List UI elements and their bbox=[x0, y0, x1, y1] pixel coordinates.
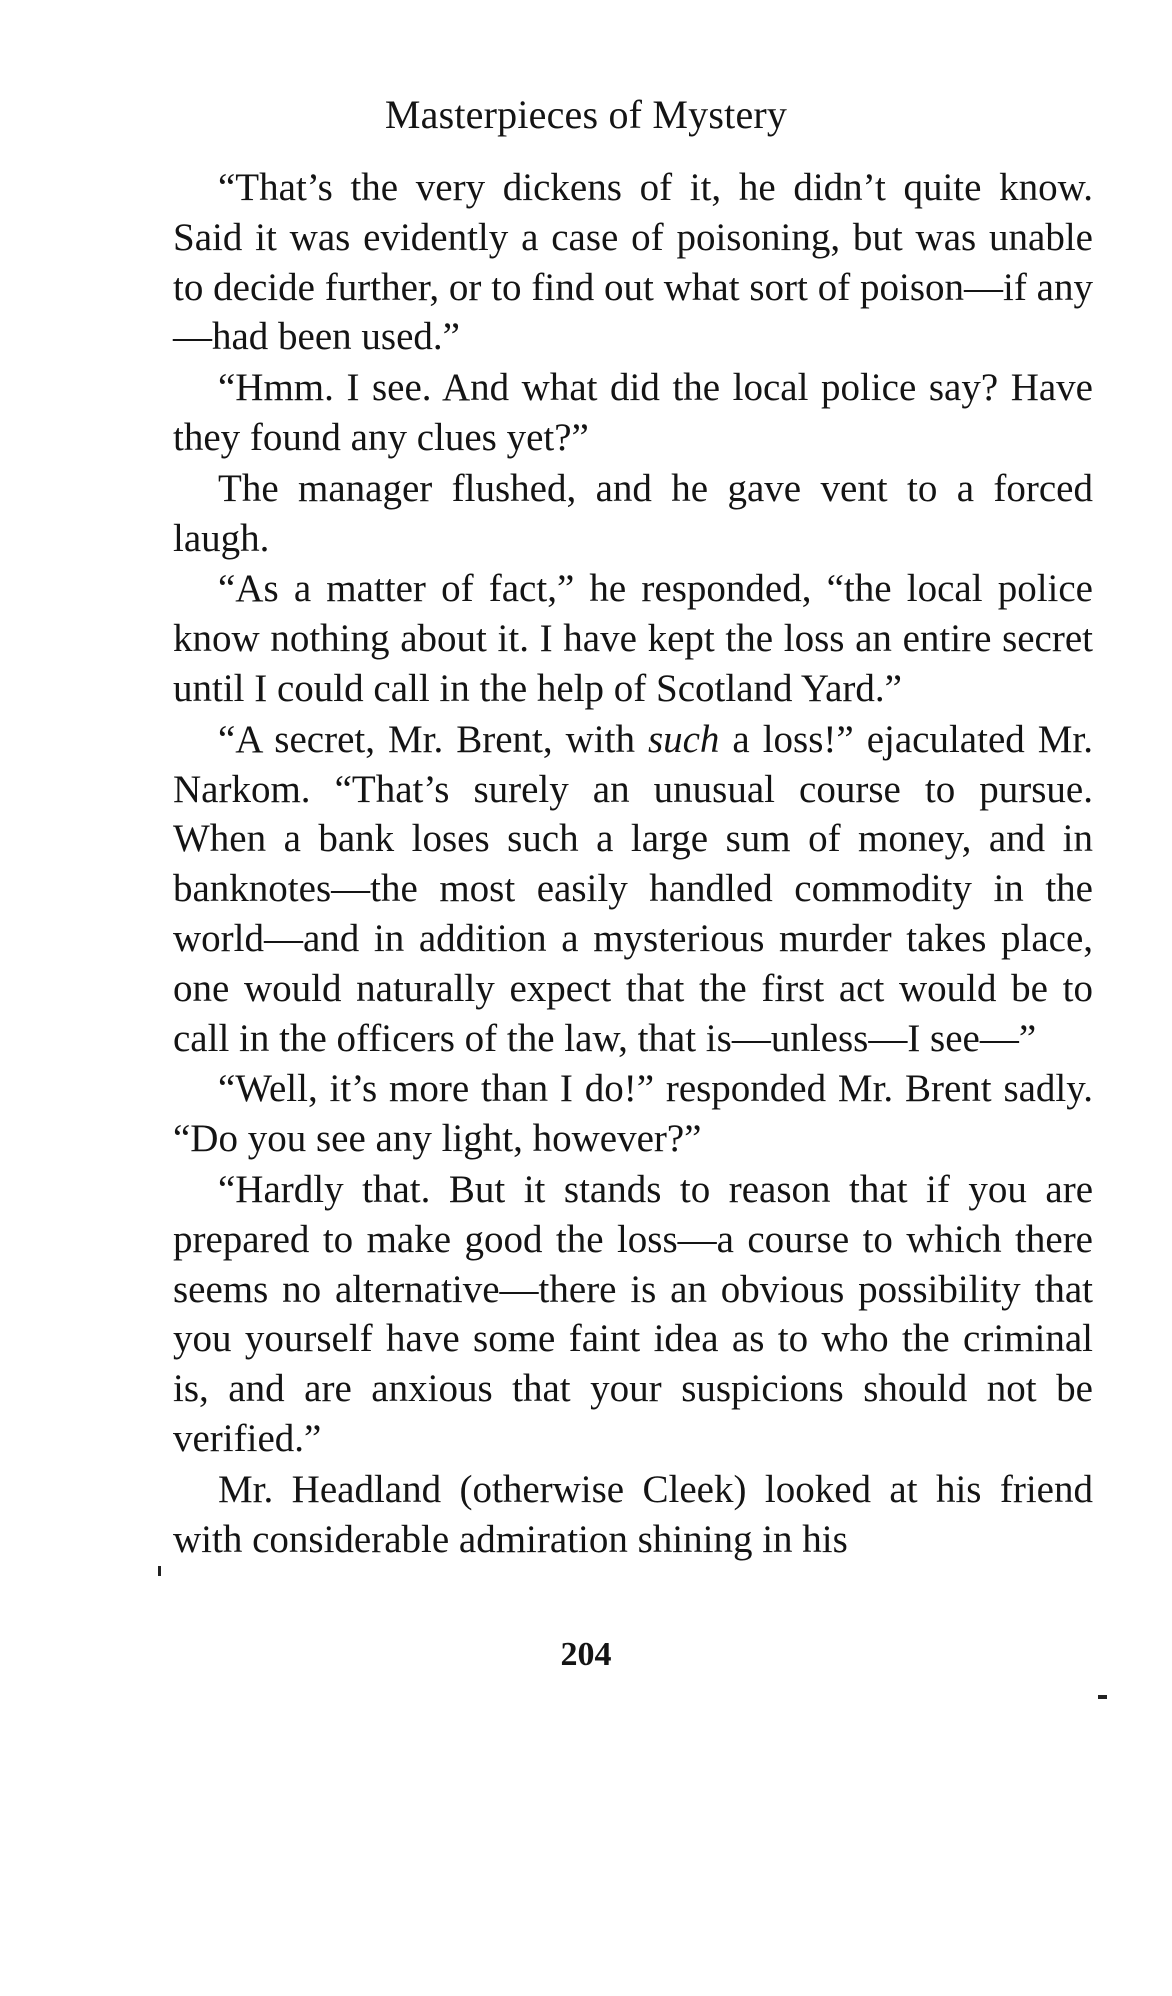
paragraph-2: “Hmm. I see. And what did the local police say? Have they found any clues yet?” bbox=[173, 366, 1093, 459]
paragraph-8: Mr. Headland (otherwise Cleek) looked at his friend with considerable admiration shining in his bbox=[173, 1467, 1093, 1561]
paragraph-4: “As a matter of fact,” he responded, “the local police know nothing about it. I have kept the loss an entire secret until I could call in the help of Scotland Yard.” bbox=[173, 567, 1093, 710]
paragraph-5-lead: “A secret, Mr. Brent, with bbox=[218, 717, 648, 761]
paragraph-1: “That’s the very dickens of it, he didn’t quite know. Said it was evidently a case of poisoning, but was unable to decide further, or to find out what sort of poison—if any—had been used.” bbox=[173, 166, 1093, 359]
page-number: 204 bbox=[560, 1636, 612, 1673]
paragraph-3: The manager flushed, and he gave vent to a forced laugh. bbox=[173, 466, 1093, 560]
emphasized-word: such bbox=[647, 717, 720, 761]
print-speck-mark bbox=[158, 1566, 161, 1576]
paragraph-7: “Hardly that. But it stands to reason that if you are prepared to make good the loss—a course to which there seems no alternative—there is an obvious possibility that you yourself have some faint idea as to who the criminal is, and are anxious that your suspicions should not be verified.” bbox=[173, 1167, 1093, 1460]
body-text bbox=[173, 163, 1093, 1565]
print-speck-mark bbox=[1098, 1695, 1107, 1699]
running-title: Masterpieces of Mystery bbox=[384, 92, 788, 137]
paragraph-5 bbox=[173, 715, 1093, 1064]
paragraph-5-rest: a loss!” ejaculated Mr. Narkom. “That’s surely an unusual course to pursue. When a bank loses such a large sum of money, and in banknotes—the most easily handled commodity in the world—and in addition a mysterious murder takes place, one would naturally expect that the first act would be to call in the officers of the law, that is—unless—I see—” bbox=[173, 717, 1093, 1060]
paragraph-6: “Well, it’s more than I do!” responded Mr. Brent sadly. “Do you see any light, however?” bbox=[173, 1067, 1093, 1161]
